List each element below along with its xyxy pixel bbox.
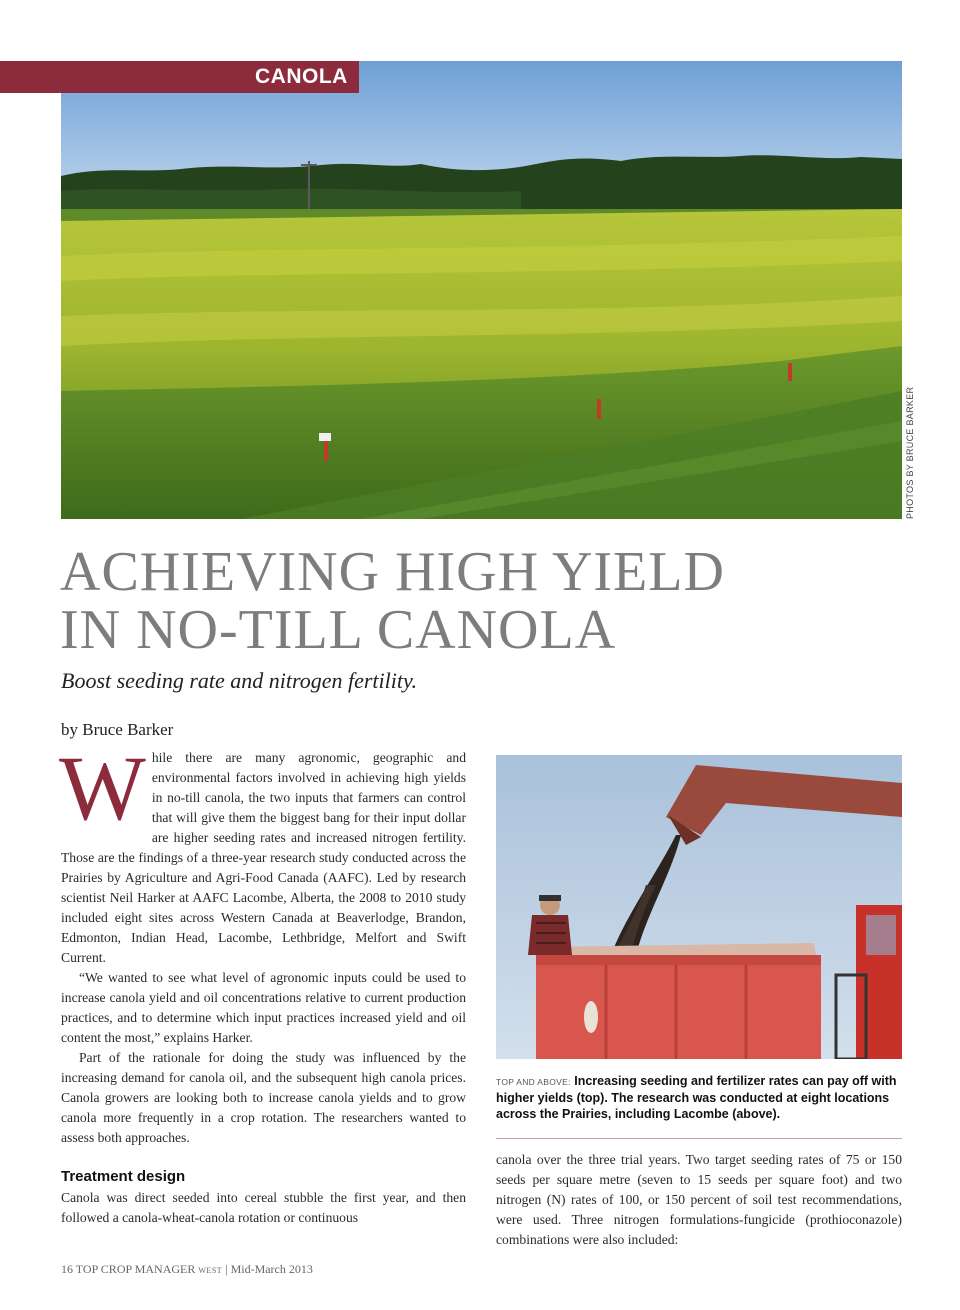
page-footer	[61, 1262, 313, 1277]
section-label: CANOLA	[0, 61, 359, 93]
harvest-photo	[496, 755, 902, 1059]
deck: Boost seeding rate and nitrogen fertility.	[61, 668, 418, 693]
article-column-left	[59, 737, 466, 1228]
article-column-right	[496, 1150, 902, 1250]
headline	[60, 543, 880, 659]
photo-caption	[496, 1073, 904, 1122]
footer-separator: |	[225, 1262, 228, 1276]
caption-label: TOP AND ABOVE:	[496, 1077, 571, 1087]
paragraph-1	[59, 737, 466, 968]
paragraph-4: Canola was direct seeded into cereal stubble the first year, and then followed a canola-wheat-canola rotation or continuous	[61, 1190, 466, 1225]
caption-text: Increasing seeding and fertilizer rates can pay off with higher yields (top). The research was conducted at eight locations across the Prairies, including Lacombe (above).	[496, 1074, 897, 1121]
subhead: Treatment design	[61, 1168, 186, 1185]
page-number: 16	[61, 1262, 73, 1276]
paragraph-3: Part of the rationale for doing the study was influenced by the increasing demand for canola oil, and the subsequent high canola prices. Canola growers are looking both to increase canola yields and to grow canola more frequently in a crop rotation. The researchers wanted to assess both approaches.	[61, 1050, 466, 1145]
drop-cap: W	[59, 737, 146, 839]
headline-line-1: ACHIEVING HIGH YIELD	[60, 541, 725, 603]
caption-divider	[496, 1138, 902, 1139]
paragraph-1-text: hile there are many agronomic, geographic and environmental factors involved in achieving high yields in no-till canola, the two inputs that farmers can control that will give them the biggest bang for their input dollar are higher seeding rates and increased nitrogen fertility. Those are the findings of a three-year research study conducted across the Prairies by Agriculture and Agri-Food Canada (AAFC). Led by research scientist Neil Harker at AAFC Lacombe, Alberta, the 2008 to 2010 study included eight sites across Western Canada at Beaverlodge, Brandon, Edmonton, Indian Head, Lacombe, Lethbridge, Melfort and Swift Current.	[61, 750, 466, 965]
paragraph-2: “We wanted to see what level of agronomic inputs could be used to increase canola yield and oil concentrations relative to current production practices, and to determine which input practices increased yield and oil content the most,” explains Harker.	[61, 970, 466, 1045]
magazine-name: TOP CROP MANAGER	[75, 1262, 196, 1276]
photo-credit: PHOTOS BY BRUCE BARKER	[905, 386, 915, 519]
headline-line-2: IN NO-TILL CANOLA	[60, 599, 617, 661]
byline: by Bruce Barker	[61, 720, 174, 739]
issue-date: Mid-March 2013	[230, 1262, 313, 1276]
edition-label: WEST	[198, 1266, 223, 1275]
hero-photo	[61, 61, 902, 519]
paragraph-5: canola over the three trial years. Two target seeding rates of 75 or 150 seeds per square metre (seven to 15 seeds per square foot) and two nitrogen (N) rates of 100, or 150 percent of soil test recommendations, were used. Three nitrogen formulations-fungicide (prothioconazole) combinations were also included:	[496, 1152, 902, 1247]
